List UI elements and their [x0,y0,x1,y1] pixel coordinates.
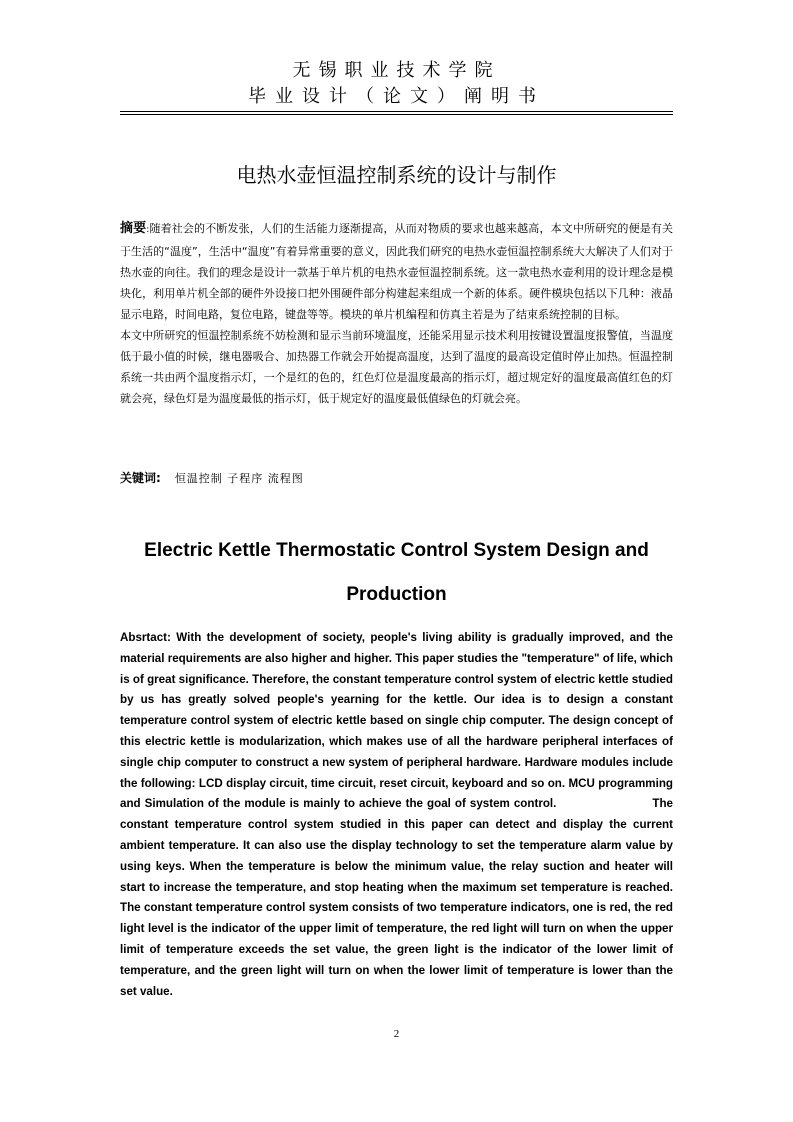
document-type: 毕业设计（论文）阐明书 [248,86,545,107]
english-abstract [120,628,673,1002]
chinese-abstract-paragraph-2: 本文中所研究的恒温控制系统不妨检测和显示当前环境温度，还能采用显示技术利用按键设置温度报警值，当温度低于最小值的时候，继电器吸合、加热器工作就会开始提高温度，达到了温度的最高设定值时停止加热。恒温控制系统一共由两个温度指示灯，一个是红的色的，红色灯位是温度最高的指示灯，超过规定好的温度最高值红色的灯就会亮，绿色灯是为温度最低的指示灯，低于规定好的温度最低值绿色的灯就会亮。 [120,329,673,405]
keywords-line [120,468,673,489]
chinese-abstract-paragraph-1 [120,218,673,325]
abstract-separator: : [146,225,150,235]
english-title-line-1: Electric Kettle Thermostatic Control System Design and [144,540,649,561]
english-title-line-2: Production [346,584,447,605]
keywords-label: 关键词: [120,471,161,485]
abstract-label: 摘要 [120,221,147,236]
keywords-text: 恒温控制 子程序 流程图 [174,472,304,485]
header-rule-thick [120,114,673,115]
english-abstract-part-2: The constant temperature control system studied in this paper can detect and display the current ambient temperature. It can also use the display technology to set the temperature alarm value by using keys. When the temperature is below the minimum value, the relay suction and heater will start to increase the temperature, and stop heating when the maximum set temperature is reached. The constant temperature control system consists of two temperature indicators, one is red, the red light level is the indicator of the upper limit of temperature, the red light will turn on when the upper limit of temperature exceeds the set value, the green light is the indicator of the lower limit of temperature, and the green light will turn on when the lower limit of temperature is lower than the set value. [120,797,673,998]
chinese-abstract [120,218,673,409]
school-name: 无锡职业技术学院 [292,60,501,81]
header-rule-thin [120,111,673,112]
page-number: 2 [393,1028,400,1040]
chinese-title: 电热水壶恒温控制系统的设计与制作 [236,163,557,187]
english-abstract-part-1: Absrtact: With the development of society, people's living ability is gradually improved, and the material requirements are also higher and higher. This paper studies the "temperature" of life, which is of great significance. Therefore, the constant temperature control system of electric kettle studied by us has greatly solved people's yearning for the kettle. Our idea is to design a constant temperature control system of electric kettle based on single chip computer. The design concept of this electric kettle is modularization, which makes use of all the hardware peripheral interfaces of single chip computer to construct a new system of peripheral hardware. Hardware modules include the following: LCD display circuit, time circuit, reset circuit, keyboard and so on. MCU programming and Simulation of the module is mainly to achieve the goal of system control. [120,631,673,811]
abstract-text-1: 随着社会的不断发张，人们的生活能力逐渐提高，从而对物质的要求也越来越高，本文中所研究的便是有关于生活的“温度”，生活中“温度”有着异常重要的意义，因此我们研究的电热水壶恒温控制系统大大解决了人们对于热水壶的向往。我们的理念是设计一款基于单片机的电热水壶恒温控制系统。这一款电热水壶利用的设计理念是模块化，利用单片机全部的硬件外设接口把外围硬件部分构建起来组成一个新的体系。硬件模块包括以下几种：液晶显示电路，时间电路，复位电路，键盘等等。模块的单片机编程和仿真主若是为了结束系统控制的目标。 [120,222,673,321]
